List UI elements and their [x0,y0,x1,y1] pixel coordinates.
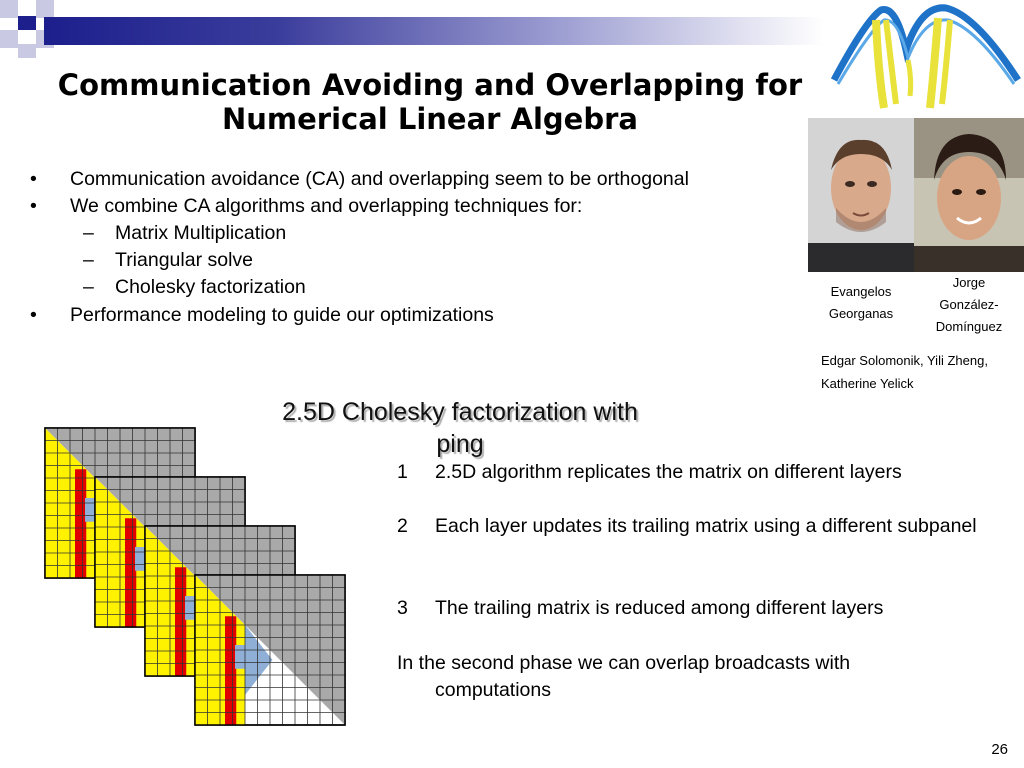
person-name-line: González- [939,297,999,312]
bullet-mark: • [30,168,37,190]
person-name-line: Jorge [952,275,986,290]
person-name-jorge [914,272,1024,338]
other-authors-line: Edgar Solomonik, Yili Zheng, [821,353,988,368]
title-accent-bar [44,17,824,45]
sub-bullet-mark: – [83,249,94,271]
sub-bullet-text: Matrix Multiplication [115,222,287,244]
subtitle-line: ping [436,430,484,458]
slide-title [20,68,840,136]
other-authors-line: Katherine Yelick [821,376,914,391]
person-name-line: Evangelos [830,284,892,299]
matrix-layers-diagram [40,425,352,727]
person-name-line: Domínguez [935,319,1003,334]
bullet-text: We combine CA algorithms and overlapping techniques for: [70,195,583,217]
sub-bullet-text: Cholesky factorization [115,276,306,298]
person-name-line: Georganas [828,306,894,321]
item-text: 2.5D algorithm replicates the matrix on different layers [435,461,902,483]
closing-text-content: In the second phase we can overlap broadcasts with computations [397,652,851,701]
photo-jorge-gonzalez [914,118,1024,272]
title-line: Communication Avoiding and Overlapping for [57,68,803,102]
header-decoration [0,0,830,60]
photo-evangelos-georganas [808,118,914,272]
sub-bullet-text: Triangular solve [115,249,254,271]
bullet-text: Communication avoidance (CA) and overlapping seem to be orthogonal [70,168,689,190]
item-text: The trailing matrix is reduced among different layers [435,597,884,619]
subtitle-line: 2.5D Cholesky factorization with [282,398,638,426]
bullet-mark: • [30,195,37,217]
matrix-panel-red [75,469,86,578]
sub-bullet-mark: – [83,276,94,298]
title-line: Numerical Linear Algebra [222,102,638,136]
other-authors [821,349,1024,395]
page-number: 26 [991,741,1008,758]
item-text: Each layer updates its trailing matrix using a different subpanel [435,515,977,537]
logo [826,0,1024,120]
matrix-panel-red [125,518,136,627]
item-number: 2 [397,515,408,537]
matrix-panel-red [225,616,236,725]
person-name-evangelos [808,281,914,325]
bullet-mark: • [30,304,37,326]
bullet-text: Performance modeling to guide our optimizations [70,304,494,326]
item-number: 1 [397,461,408,483]
closing-text [397,650,957,704]
sub-bullet-mark: – [83,222,94,244]
item-number: 3 [397,597,408,619]
matrix-panel-red [175,567,186,676]
